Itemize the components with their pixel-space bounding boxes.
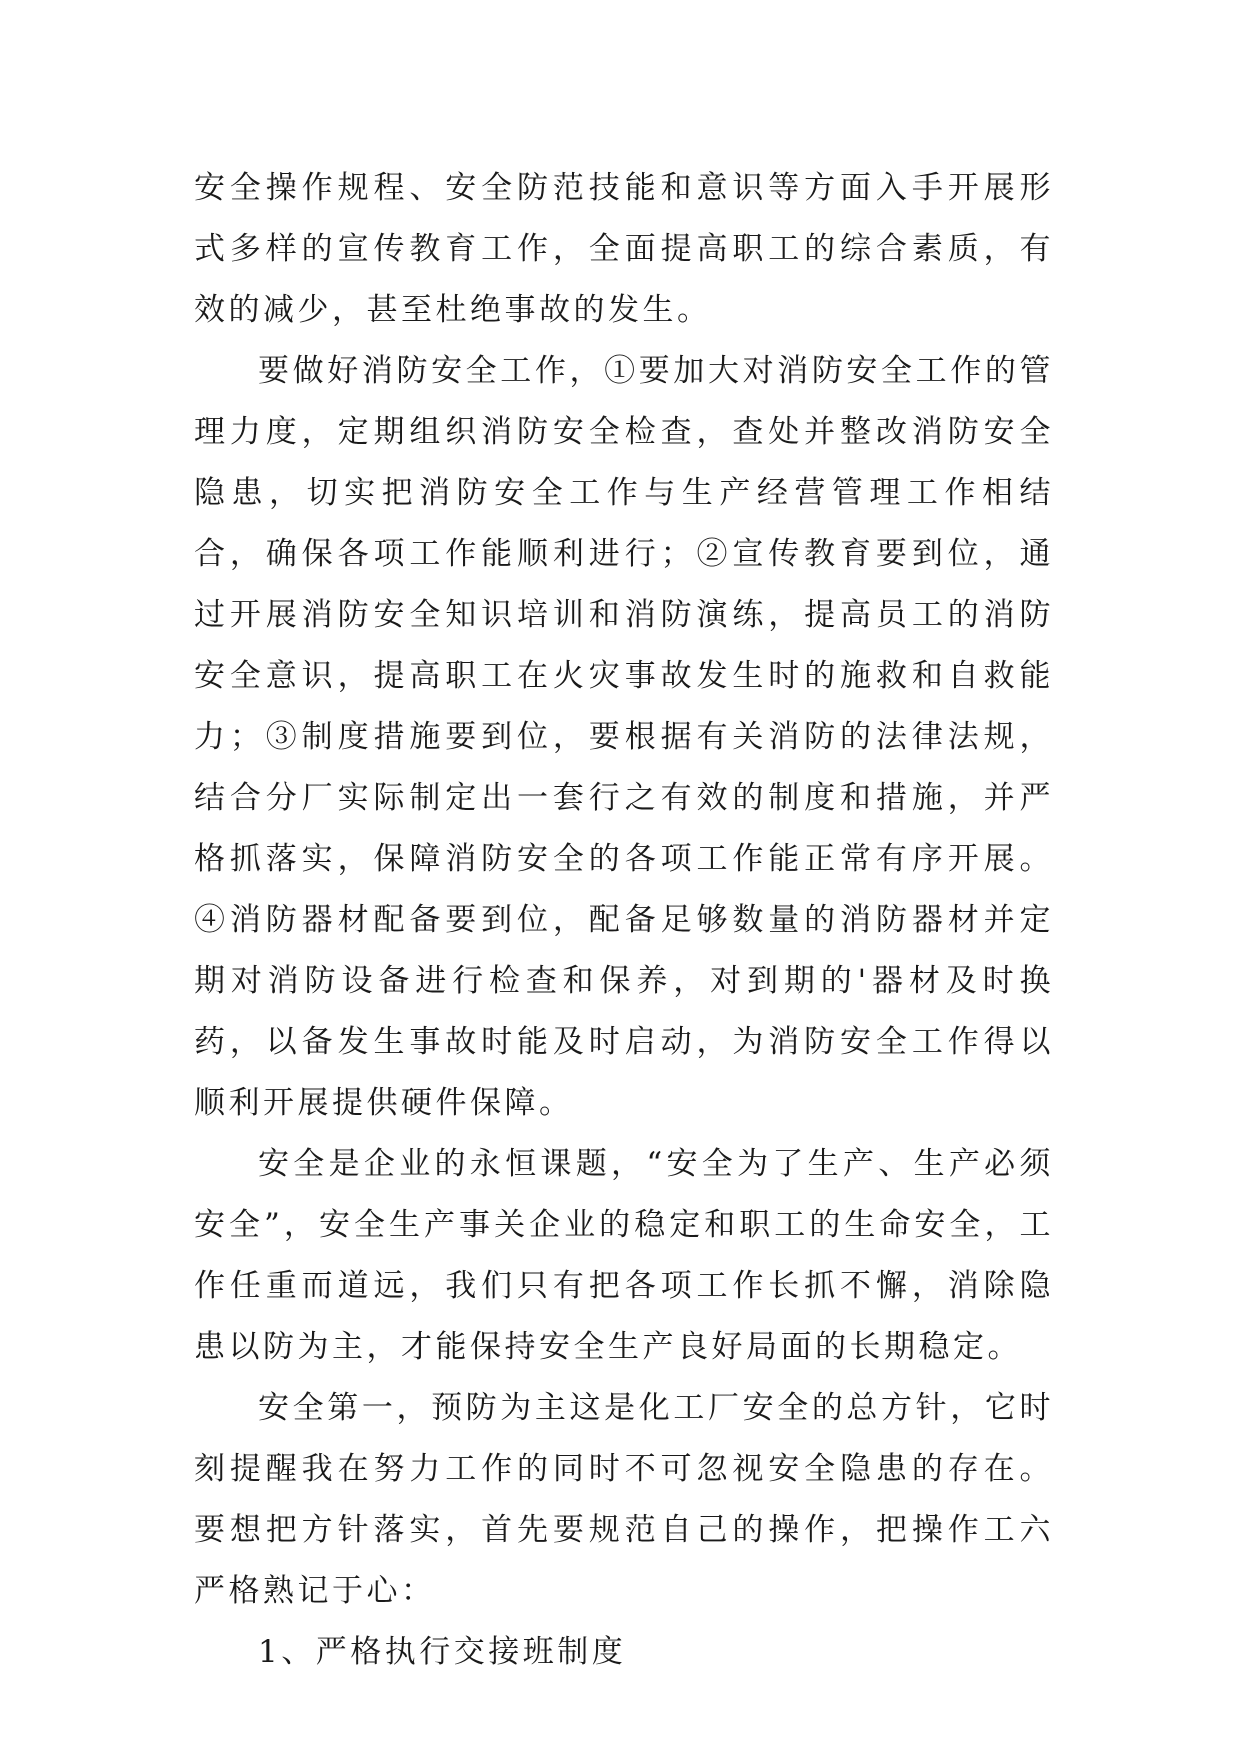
- list-item-1: 1、严格执行交接班制度: [258, 1634, 627, 1670]
- paragraph-3: 安全是企业的永恒课题，“安全为了生产、生产必须安全”，安全生产事关企业的稳定和职工的生命安全，工作任重而道远，我们只有把各项工作长抓不懈，消除隐患以防为主，才能保持安全生产良好局面的长期稳定。: [194, 1146, 1054, 1365]
- paragraph-4: 安全第一，预防为主这是化工厂安全的总方针，它时刻提醒我在努力工作的同时不可忽视安全隐患的存在。要想把方针落实，首先要规范自己的操作，把操作工六严格熟记于心：: [194, 1390, 1054, 1609]
- document-body: [194, 158, 1054, 1683]
- paragraph-2: 要做好消防安全工作，①要加大对消防安全工作的管理力度，定期组织消防安全检查，查处并整改消防安全隐患，切实把消防安全工作与生产经营管理工作相结合，确保各项工作能顺利进行；②宣传教育要到位，通过开展消防安全知识培训和消防演练，提高员工的消防安全意识，提高职工在火灾事故发生时的施救和自救能力；③制度措施要到位，要根据有关消防的法律法规，结合分厂实际制定出一套行之有效的制度和措施，并严格抓落实，保障消防安全的各项工作能正常有序开展。④消防器材配备要到位，配备足够数量的消防器材并定期对消防设备进行检查和保养，对到期的'器材及时换药，以备发生事故时能及时启动，为消防安全工作得以顺利开展提供硬件保障。: [194, 353, 1054, 1121]
- paragraph-1: 安全操作规程、安全防范技能和意识等方面入手开展形式多样的宣传教育工作，全面提高职工的综合素质，有效的减少，甚至杜绝事故的发生。: [194, 170, 1054, 328]
